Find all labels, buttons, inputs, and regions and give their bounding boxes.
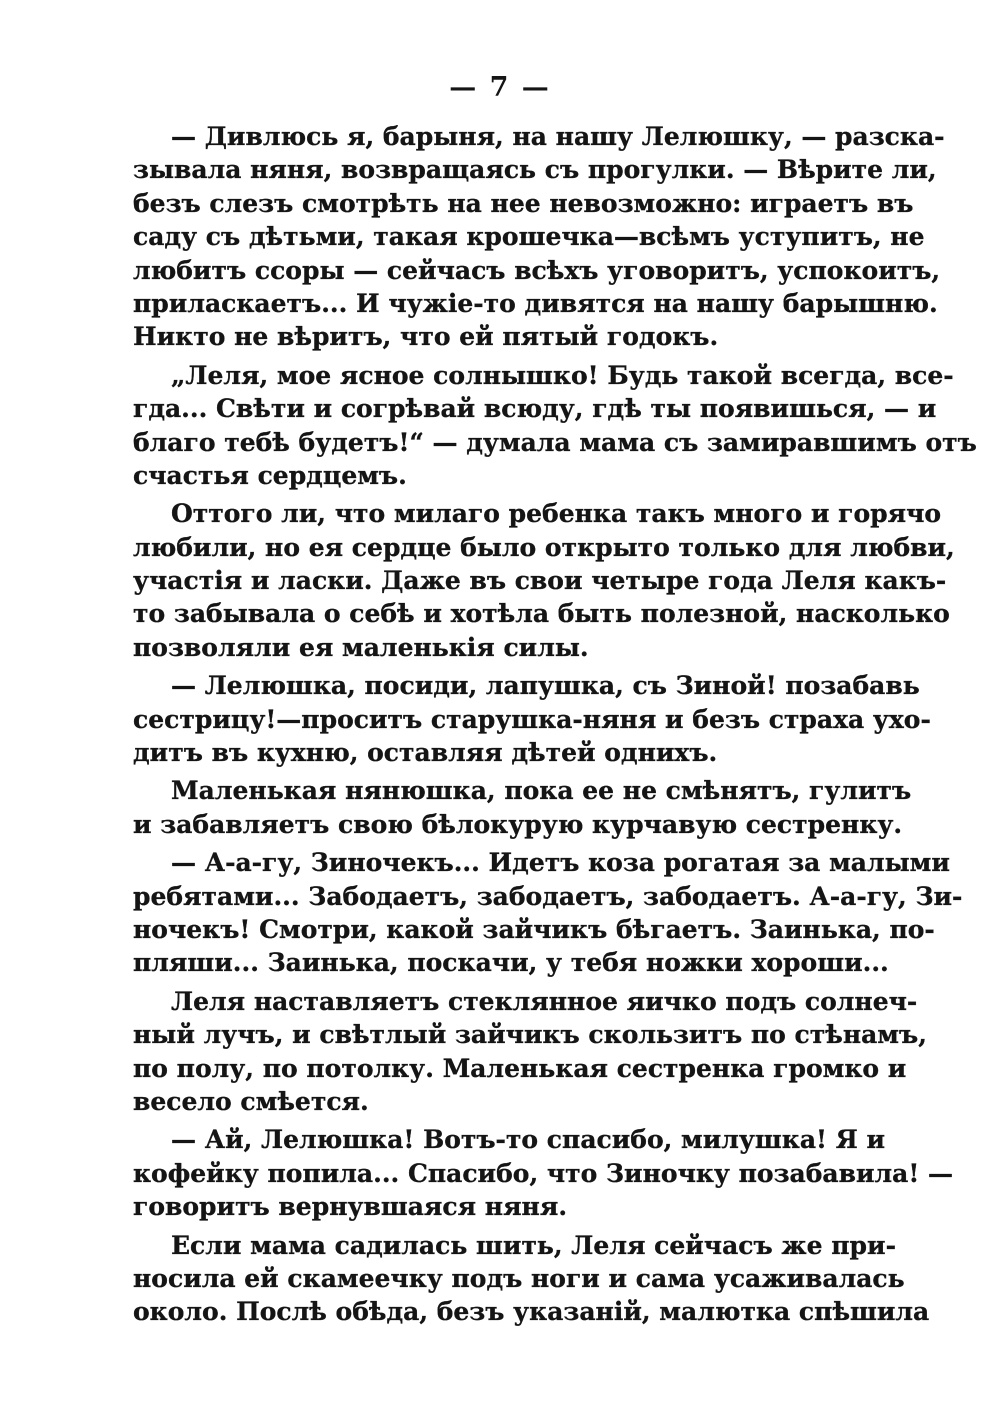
paragraph: [133, 1123, 954, 1223]
text-line: зывала няня, возвращаясь съ прогулки. — Вѣрите ли,: [133, 155, 937, 185]
text-line: — Лелюшка, посиди, лапушка, съ Зиной! позабавь: [171, 671, 920, 701]
text-line: Леля наставляетъ стеклянное яичко подъ солнеч-: [171, 986, 918, 1016]
text-line: счастья сердцемъ.: [133, 460, 407, 490]
paragraph: [133, 359, 977, 493]
text-line: любили, но ея сердце было открыто только для любви,: [133, 532, 955, 562]
text-line: кофейку попила... Спасибо, что Зиночку позабавила! —: [133, 1158, 954, 1188]
text-line: и забавляетъ свою бѣлокурую курчавую сестренку.: [133, 809, 903, 839]
text-line: Оттого ли, что милаго ребенка такъ много и горячо: [171, 499, 942, 529]
text-line: дитъ въ кухню, оставляя дѣтей однихъ.: [133, 738, 718, 768]
text-line: участія и ласки. Даже въ свои четыре года Леля какъ-: [133, 566, 947, 596]
paragraph: [133, 669, 931, 769]
text-line: — А-а-гу, Зиночекъ... Идетъ коза рогатая за малыми: [171, 848, 950, 878]
text-line: позволяли ея маленькія силы.: [133, 632, 589, 662]
text-line: — Ай, Лелюшка! Вотъ-то спасибо, милушка! Я и: [171, 1125, 886, 1155]
text-line: благо тебѣ будетъ!“ — думала мама съ замиравшимъ отъ: [133, 427, 977, 457]
text-line: саду съ дѣтьми, такая крошечка—всѣмъ уступитъ, не: [133, 222, 925, 252]
text-line: ребятами... Забодаетъ, забодаетъ, забодаетъ. А-а-гу, Зи-: [133, 881, 963, 911]
text-line: носила ей скамеечку подъ ноги и сама усаживалась: [133, 1263, 905, 1293]
paragraph: [133, 497, 955, 664]
text-line: „Леля, мое ясное солнышко! Будь такой всегда, все-: [171, 360, 954, 390]
paragraph: [133, 120, 945, 354]
paragraph: [133, 774, 912, 841]
text-line: любитъ ссоры — сейчасъ всѣхъ уговоритъ, успокоитъ,: [133, 255, 941, 285]
text-line: ный лучъ, и свѣтлый зайчикъ скользитъ по стѣнамъ,: [133, 1020, 927, 1050]
text-line: пляши... Заинька, поскачи, у тебя ножки хороши...: [133, 948, 889, 978]
text-line: говоритъ вернувшаяся няня.: [133, 1192, 568, 1222]
text-line: около. Послѣ обѣда, безъ указаній, малютка спѣшила: [133, 1297, 930, 1327]
paragraph: [133, 1229, 930, 1329]
text-line: гда... Свѣти и согрѣвай всюду, гдѣ ты появишься, — и: [133, 394, 937, 424]
page-body-text: [133, 120, 977, 1329]
paragraph: [133, 985, 927, 1119]
text-line: то забывала о себѣ и хотѣла быть полезной, насколько: [133, 599, 950, 629]
text-line: — Дивлюсь я, барыня, на нашу Лелюшку, — разска-: [171, 122, 945, 151]
text-line: сестрицу!—проситъ старушка-няня и безъ страха ухо-: [133, 704, 931, 734]
text-line: весело смѣется.: [133, 1086, 369, 1116]
text-line: Маленькая нянюшка, пока ее не смѣнятъ, гулитъ: [171, 776, 912, 806]
text-line: Никто не вѣритъ, что ей пятый годокъ.: [133, 322, 719, 352]
text-line: безъ слезъ смотрѣть на нее невозможно: играетъ въ: [133, 188, 914, 218]
paragraph: [133, 846, 963, 980]
text-line: по полу, по потолку. Маленькая сестренка громко и: [133, 1053, 907, 1083]
text-line: Если мама садилась шить, Леля сейчасъ же при-: [171, 1230, 896, 1260]
text-line: ночекъ! Смотри, какой зайчикъ бѣгаетъ. Заинька, по-: [133, 914, 935, 944]
page-number: — 7 —: [449, 72, 551, 103]
text-line: приласкаетъ... И чужіе-то дивятся на нашу барышню.: [133, 288, 938, 318]
